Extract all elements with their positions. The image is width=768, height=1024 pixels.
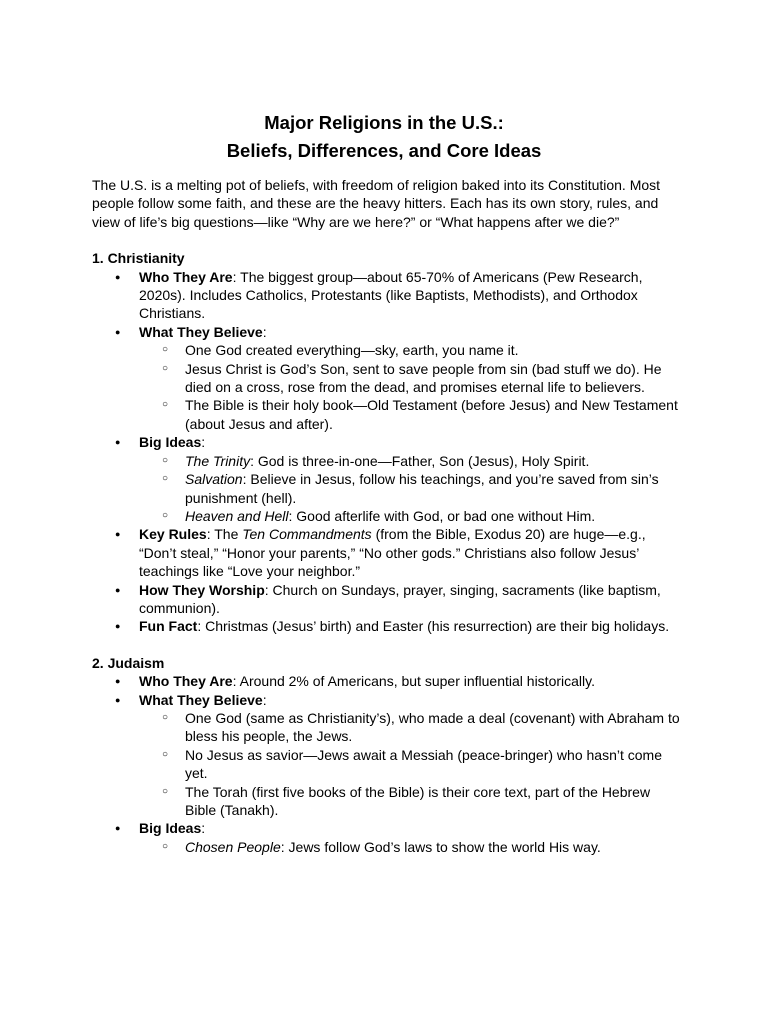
list-item <box>92 819 682 856</box>
intro-paragraph: The U.S. is a melting pot of beliefs, with freedom of religion baked into its Constitution. Most people follow some faith, and these are the heavy hitters. Each has its own story, rules, and view of life’s big questions—like “Why are we here?” or “What happens after we die?” <box>92 177 661 230</box>
idea-text: : Jews follow God’s laws to show the world His way. <box>280 838 601 855</box>
item-label: Who They Are <box>139 673 233 690</box>
item-colon: : <box>201 820 206 837</box>
document-title <box>0 109 768 165</box>
item-label: Key Rules <box>139 526 207 543</box>
sub-list-item <box>139 838 682 856</box>
item-text: : Christmas (Jesus’ birth) and Easter (his resurrection) are their big holidays. <box>197 618 670 635</box>
christianity-list <box>92 268 682 636</box>
item-term: Ten Commandments <box>242 526 372 543</box>
item-label: Big Ideas <box>139 434 202 451</box>
item-text: (from the Bible, Exodus 20) are huge—e.g., “Don’t steal,” “Honor your parents,” “No other gods.” Christians also follow Jesus’ teachings like “Love your neighbor.” <box>139 526 646 580</box>
title-line-2: Beliefs, Differences, and Core Ideas <box>226 140 542 161</box>
idea-text: : God is three-in-one—Father, Son (Jesus), Holy Spirit. <box>250 452 590 469</box>
judaism-list <box>92 672 682 856</box>
item-label: Fun Fact <box>139 618 198 635</box>
list-item <box>92 525 682 580</box>
item-text: : The <box>206 526 243 543</box>
item-colon: : <box>262 691 267 708</box>
sub-list-item: ○ The Bible is their holy book—Old Testament (before Jesus) and New Testament (about Jesus and after). <box>139 396 682 433</box>
list-item <box>92 581 682 618</box>
idea-text: : Good afterlife with God, or bad one without Him. <box>288 507 596 524</box>
section-heading-judaism: 2. Judaism <box>92 654 165 671</box>
title-line-1: Major Religions in the U.S.: <box>264 112 504 133</box>
sub-list-item: ○ One God created everything—sky, earth, you name it. <box>139 341 682 359</box>
list-item <box>92 323 682 433</box>
sub-list-item <box>139 470 682 507</box>
list-item <box>92 617 682 635</box>
sub-list <box>139 341 682 433</box>
item-label: What They Believe <box>139 323 263 340</box>
sub-list-item: ○ One God (same as Christianity’s), who made a deal (covenant) with Abraham to bless his people, the Jews. <box>139 709 682 746</box>
sub-list <box>139 452 682 526</box>
document-body <box>92 176 682 856</box>
sub-list-item <box>139 507 682 525</box>
idea-term: Heaven and Hell <box>185 507 289 524</box>
item-colon: : <box>262 323 267 340</box>
list-item <box>92 691 682 820</box>
sub-list-item: ○ The Torah (first five books of the Bible) is their core text, part of the Hebrew Bible (Tanakh). <box>139 783 682 820</box>
list-item <box>92 672 682 690</box>
idea-text: : Believe in Jesus, follow his teachings, and you’re saved from sin’s punishment (hell). <box>185 471 659 506</box>
idea-term: Chosen People <box>185 838 281 855</box>
list-item <box>92 268 682 323</box>
sub-list-item: ○ Jesus Christ is God’s Son, sent to save people from sin (bad stuff we do). He died on a cross, rose from the dead, and promises eternal life to believers. <box>139 360 682 397</box>
item-text: : Around 2% of Americans, but super influential historically. <box>232 673 595 690</box>
item-label: What They Believe <box>139 691 263 708</box>
item-label: How They Worship <box>139 581 265 598</box>
idea-term: Salvation <box>185 471 243 488</box>
sub-list <box>139 709 682 819</box>
idea-term: The Trinity <box>185 452 251 469</box>
sub-list-item: ○ No Jesus as savior—Jews await a Messiah (peace-bringer) who hasn’t come yet. <box>139 746 682 783</box>
sub-list <box>139 838 682 856</box>
list-item <box>92 433 682 525</box>
item-text: : The biggest group—about 65-70% of Americans (Pew Research, 2020s). Includes Catholics, Protestants (like Baptists, Methodists), and Orthodox Christians. <box>139 268 643 322</box>
section-heading-christianity: 1. Christianity <box>92 250 185 267</box>
item-colon: : <box>201 434 206 451</box>
item-label: Big Ideas <box>139 820 202 837</box>
item-text: : Church on Sundays, prayer, singing, sacraments (like baptism, communion). <box>139 581 661 616</box>
sub-list-item <box>139 452 682 470</box>
item-label: Who They Are <box>139 268 233 285</box>
